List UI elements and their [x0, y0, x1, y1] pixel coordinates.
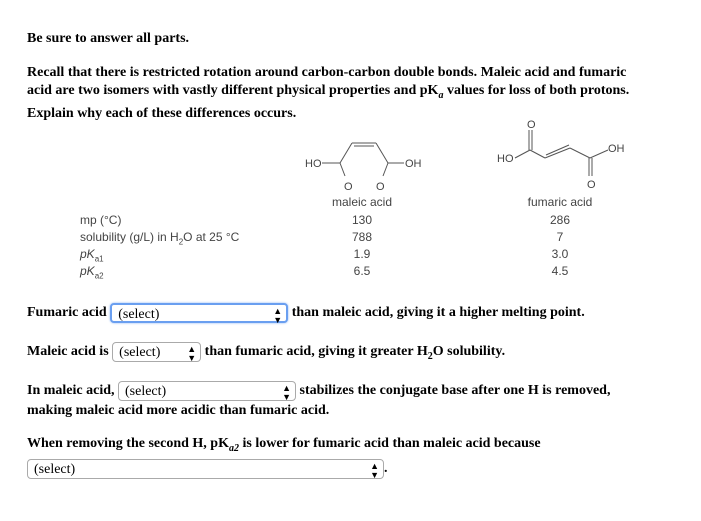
- q1-select[interactable]: (select) ▲ ▼: [110, 303, 288, 323]
- q4-select[interactable]: (select) ▲ ▼: [27, 459, 384, 479]
- svg-text:O: O: [527, 119, 536, 131]
- q3-select[interactable]: (select) ▲ ▼: [118, 381, 296, 401]
- svg-text:O: O: [587, 179, 596, 191]
- q-line3: Explain why each of these differences occurs.: [27, 105, 297, 121]
- q-line1: Recall that there is restricted rotation around carbon-carbon double bonds. Maleic acid and fumaric: [27, 65, 627, 80]
- row-label-solubility: solubility (g/L) in $H_2O$ at 25 °C: [80, 230, 240, 247]
- updown-arrow-icon: ▲ ▼: [187, 344, 197, 363]
- svg-text:OH: OH: [405, 158, 422, 170]
- svg-text:HO: HO: [497, 153, 514, 165]
- question-3: In maleic acid, (select) ▲ ▼ stabilizes the conjugate base after one H is removed, making maleic acid more acidic than fumaric acid.: [27, 383, 611, 419]
- updown-arrow-icon: ▲ ▼: [370, 460, 379, 480]
- cell: 6.5: [353, 264, 371, 278]
- svg-text:O: O: [344, 181, 353, 193]
- row-label-pka2: $pK_{a2}$: [80, 264, 104, 281]
- cell: 3.0: [551, 247, 569, 261]
- cell: 286: [549, 213, 571, 227]
- cell: 130: [351, 213, 373, 227]
- cell: 4.5: [551, 264, 569, 278]
- col-header-fumaric: fumaric acid: [527, 195, 593, 209]
- svg-text:OH: OH: [608, 143, 625, 155]
- question-2: Maleic acid is (select) ▲ ▼ than fumaric acid, giving it greater $H_2O$ solubility.: [27, 344, 506, 363]
- updown-arrow-icon: ▲ ▼: [282, 383, 291, 402]
- svg-text:HO: HO: [305, 158, 322, 170]
- cell: 7: [556, 230, 564, 244]
- question-1: Fumaric acid (select) ▲ ▼ than maleic acid, giving it a higher melting point.: [27, 303, 585, 323]
- updown-arrow-icon: ▲ ▼: [273, 306, 283, 325]
- row-label-pka1: $pK_{a1}$: [80, 247, 104, 264]
- col-header-maleic: maleic acid: [331, 195, 393, 209]
- q2-select[interactable]: (select) ▲ ▼: [112, 342, 201, 362]
- q-line2: acid are two isomers with vastly different physical properties and $pK_a$ values for loss of both protons.: [27, 83, 630, 101]
- instructions: Be sure to answer all parts.: [27, 31, 190, 46]
- svg-text:O: O: [376, 181, 385, 193]
- question-4: When removing the second H, $pK_{a2}$ is lower for fumaric acid than maleic acid because (select) ▲ ▼ .: [27, 436, 541, 480]
- row-label-mp: mp (°C): [80, 213, 122, 227]
- cell: 788: [351, 230, 373, 244]
- cell: 1.9: [353, 247, 371, 261]
